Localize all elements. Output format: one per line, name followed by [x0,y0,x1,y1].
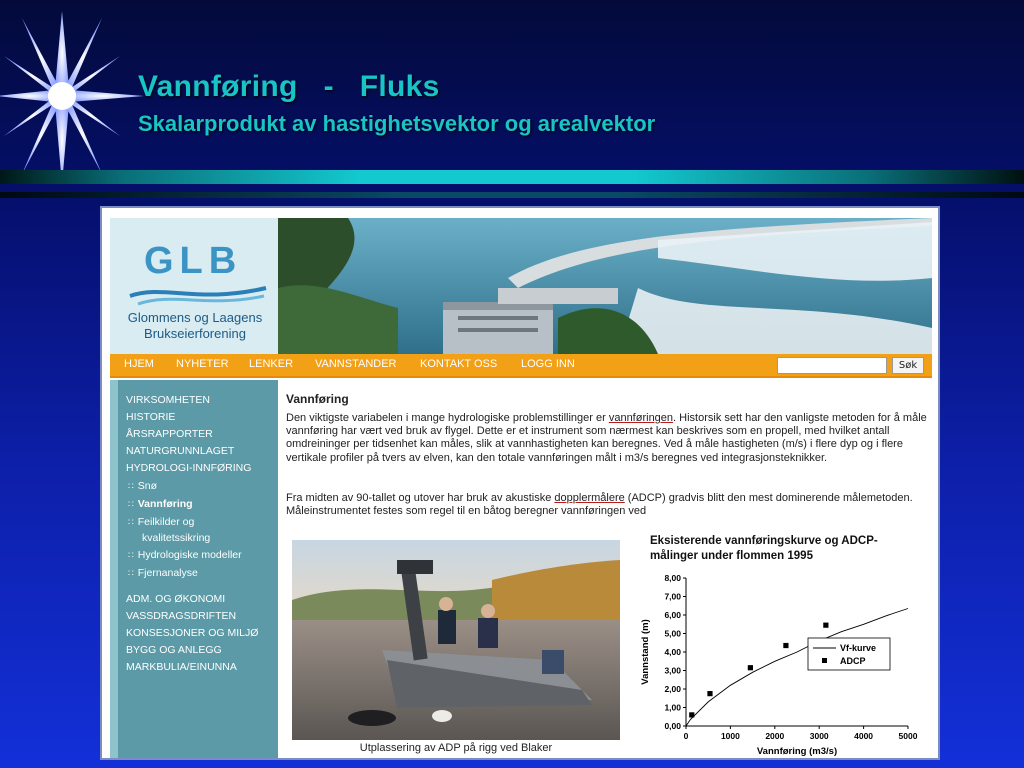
nav-item-hjem[interactable]: HJEM [124,358,154,370]
legend-label-vf-kurve: Vf-kurve [840,643,877,653]
sidebar-subitem-sno[interactable]: ∷ Snø [128,480,157,492]
sidebar-item-vassdragsdriften[interactable]: VASSDRAGSDRIFTEN [126,610,237,622]
bullet-icon: ∷ [128,499,133,509]
x-tick-label: 3000 [809,731,829,741]
banner-image [278,218,932,354]
sidebar-edge [110,380,118,758]
divider-secondary [0,192,1024,198]
logo-text: GLB [144,240,243,282]
nav-item-kontakt-oss[interactable]: KONTAKT OSS [420,358,498,370]
y-axis-label: Vannstand (m) [640,619,651,685]
y-tick-label: 0,00 [664,721,681,731]
y-tick-label: 5,00 [664,628,681,639]
content-title: Vannføring [286,392,349,406]
x-tick-label: 5000 [898,731,918,741]
link-vannforingen[interactable]: vannføringen [608,412,674,424]
sidebar-item-arsrapporter[interactable]: ÅRSRAPPORTER [126,428,213,440]
x-axis-label: Vannføring (m3/s) [756,746,838,757]
top-navigation [110,354,932,378]
chart-title: Eksisterende vannføringskurve og ADCP-målinger under flommen 1995 [650,535,878,562]
sidebar-item-naturgrunnlaget[interactable]: NATURGRUNNLAGET [126,445,235,457]
boat-photo [292,540,620,740]
sidebar-item-bygg-anlegg[interactable]: BYGG OG ANLEGG [126,644,222,656]
y-tick-label: 6,00 [664,610,681,620]
legend-label-adcp: ADCP [840,656,866,666]
divider [0,170,1024,184]
x-tick-label: 0 [683,731,689,741]
x-tick-label: 1000 [720,731,740,741]
y-tick-label: 3,00 [664,665,681,676]
nav-item-logg-inn[interactable]: LOGG INN [521,358,575,370]
photo-caption: Utplassering av ADP på rigg ved Blaker [359,742,553,754]
x-tick-label: 4000 [854,731,874,741]
y-tick-label: 2,00 [664,684,681,694]
webpage [110,218,932,758]
search-button[interactable]: Søk [892,357,924,374]
x-tick-label: 2000 [765,731,785,741]
star-decoration-icon [0,0,150,190]
data-point-adcp [823,623,828,628]
sidebar-item-virksomheten[interactable]: VIRKSOMHETEN [126,394,211,406]
logo[interactable] [110,218,278,354]
nav-item-lenker[interactable]: LENKER [249,358,294,370]
y-tick-label: 4,00 [664,647,681,657]
rating-curve-chart [630,568,930,758]
logo-name: Glommens og Laagens Brukseierforening [127,310,263,341]
data-point-adcp [783,643,788,648]
sidebar-subitem-feilkilder[interactable]: ∷ Feilkilder og [128,516,195,528]
slide-subtitle: Skalarprodukt av hastighetsvektor og arealvektor [138,111,656,136]
data-point-adcp [689,712,694,717]
y-tick-label: 1,00 [664,702,681,713]
sidebar-item-adm-okonomi[interactable]: ADM. OG ØKONOMI [126,593,226,605]
sidebar-item-hydrologi-innforing[interactable]: HYDROLOGI-INNFØRING [126,462,252,474]
search-input[interactable] [777,357,887,374]
bullet-icon: ∷ [128,568,133,578]
sidebar-subitem-feilkilder-line2[interactable]: kvalitetssikring [142,532,211,544]
sidebar-item-konsesjoner[interactable]: KONSESJONER OG MILJØ [126,627,259,639]
webpage-screenshot [100,206,940,760]
sidebar-subitem-vannforing[interactable]: ∷ Vannføring [128,498,193,510]
paragraph-2: Fra midten av 90-tallet og utover har bruk av akustiske dopplermålere (ADCP) gradvis blitt den mest dominerende målemetoden. Måleinstrumentet festes som regel til en båtog beregner vannføringen ved [286,492,913,518]
legend-point-swatch [822,658,827,663]
slide-title: Vannføring - Fluks [138,70,440,103]
sidebar-subitem-fjernanalyse[interactable]: ∷ Fjernanalyse [128,567,198,579]
sidebar-item-markbulia[interactable]: MARKBULIA/EINUNNA [126,661,237,673]
sidebar-subitem-hydrologiske-modeller[interactable]: ∷ Hydrologiske modeller [128,549,242,561]
nav-item-vannstander[interactable]: VANNSTANDER [315,358,397,370]
y-tick-label: 8,00 [664,573,681,583]
link-dopplermalere[interactable]: dopplermålere [554,492,625,504]
paragraph-1: Den viktigste variabelen i mange hydrologiske problemstillinger er vannføringen. Historsik sett har den vanligste metoden for å måle vannføring har vært ved bruk av flygel. Dette er et instrument som nærmest kan beskrives som en propell, med hvilket antall omdreininger per tidsenhet kan måles, slik at vannhastigheten kan beregnes. Ved å måle hastigheten (m/s) i flere dyp og i flere vertikale profiler på tvers av elven, kan den totale vannføringen målt i m3/s beregnes ved integrasjonsteknikker. [286,412,927,464]
bullet-icon: ∷ [128,550,133,560]
wave-icon [128,282,268,308]
y-tick-label: 7,00 [664,591,681,602]
nav-item-nyheter[interactable]: NYHETER [176,358,229,370]
sidebar-item-historie[interactable]: HISTORIE [126,411,176,423]
data-point-adcp [707,691,712,696]
bullet-icon: ∷ [128,481,133,491]
bullet-icon: ∷ [128,517,133,527]
data-point-adcp [748,665,753,670]
